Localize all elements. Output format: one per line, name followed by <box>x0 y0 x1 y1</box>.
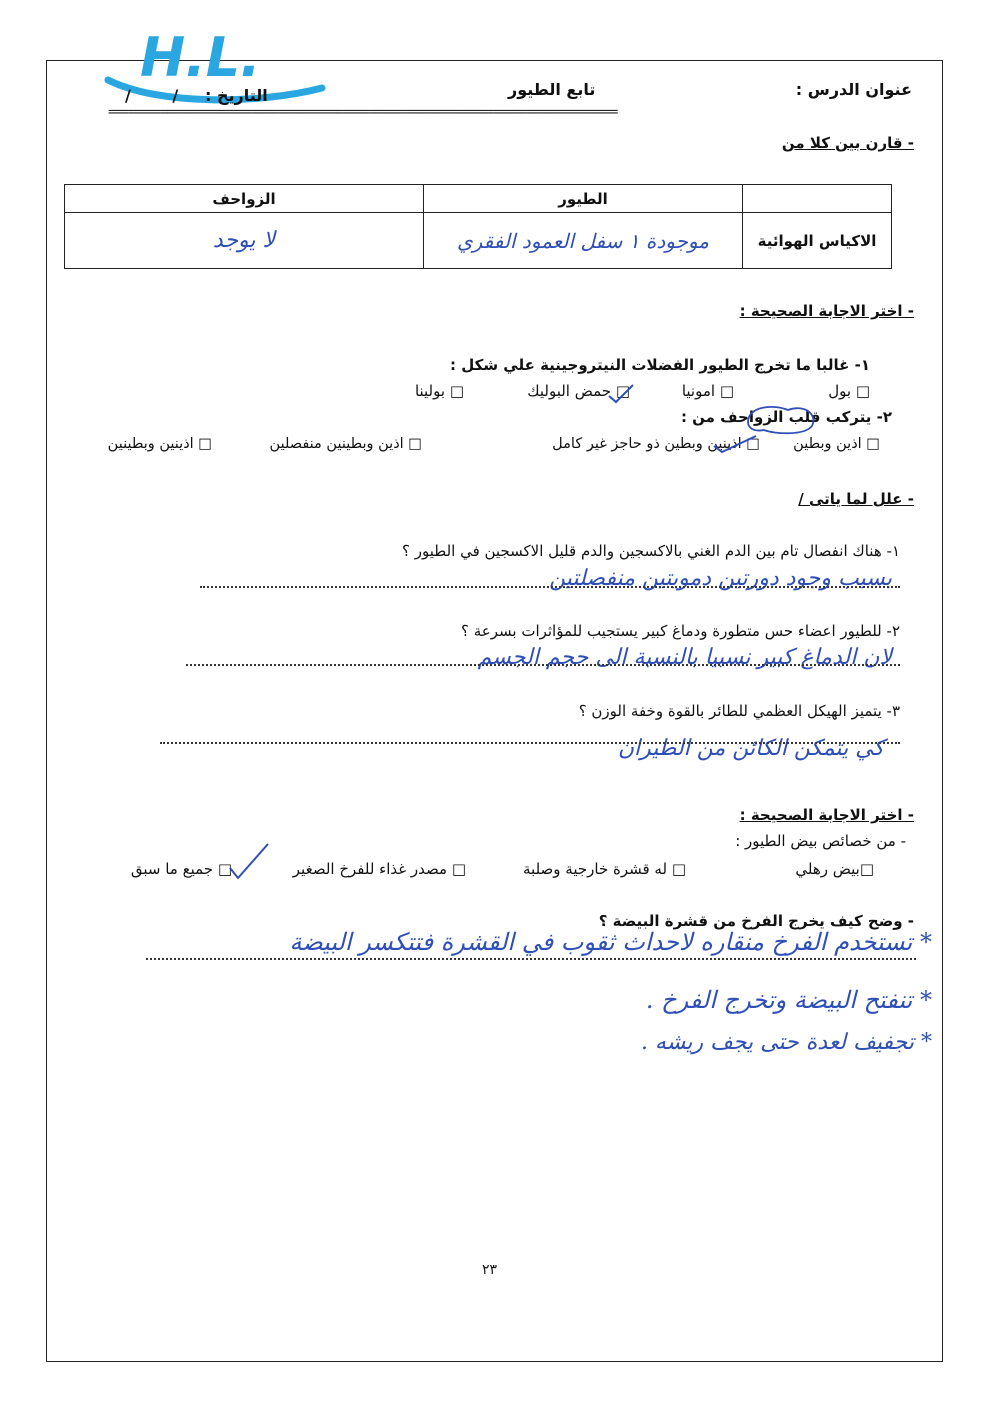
compare-table <box>64 184 892 269</box>
lesson-title: تابع الطيور <box>508 80 596 99</box>
egg-option-3[interactable]: □ مصدر غذاء للفرخ الصغير <box>292 860 466 878</box>
logo-text: H.L. <box>140 26 261 89</box>
q1-option-1[interactable]: □ بول <box>828 382 870 400</box>
q2-option-4[interactable]: □ اذينين وبطينين <box>107 436 212 452</box>
checkmark-icon <box>712 434 758 454</box>
q2-option-3[interactable]: □ اذين وبطينين منفصلين <box>269 436 422 452</box>
circle-annotation-icon <box>744 402 820 436</box>
q1-text: ١- غالبا ما تخرج الطيور الفضلات النيتروجينية علي شكل : <box>450 356 870 374</box>
describe-answer-1: * تستخدم الفرخ منقاره لاحداث ثقوب في القشرة فتتكسر البيضة <box>289 928 932 956</box>
checkmark-icon <box>226 842 270 880</box>
table-header-birds: الطيور <box>424 185 743 213</box>
egg-properties-subtitle: - من خصائص بيض الطيور : <box>735 832 906 850</box>
reptiles-answer: لا يوجد <box>65 213 424 269</box>
q2-text: ٢- يتركب قلب الزواحف من : <box>680 408 892 426</box>
answer-line-3 <box>160 740 900 744</box>
explain-section-title: - علل لما ياتى / <box>798 490 914 508</box>
egg-option-1[interactable]: □بيض رهلي <box>795 860 874 878</box>
lesson-title-label: عنوان الدرس : <box>795 80 912 99</box>
describe-answer-2: * تنفتح البيضة وتخرج الفرخ . <box>645 986 932 1014</box>
date-value: / / <box>125 86 197 105</box>
checkmark-icon <box>607 382 635 404</box>
date-label: التاريخ : <box>205 86 268 105</box>
describe-answer-3: * تجفيف لعدة حتى يجف ريشه . <box>640 1030 932 1055</box>
describe-section-title: - وضح كيف يخرج الفرخ من قشرة البيضة ؟ <box>598 912 914 930</box>
q2-option-2[interactable]: □ اذينين وبطين ذو حاجز غير كامل <box>552 436 760 452</box>
explain-q3-text: ٣- يتميز الهيكل العظمي للطائر بالقوة وخفة الوزن ؟ <box>578 702 900 720</box>
explain-q1-answer: بسبب وجود دورتين دمويتين منفصلتين <box>549 566 892 591</box>
answer-line-4 <box>146 956 916 960</box>
explain-q2-text: ٢- للطيور اعضاء حس متطورة ودماغ كبير يستجيب للمؤاثرات بسرعة ؟ <box>461 622 900 640</box>
answer-line-1 <box>200 584 900 588</box>
egg-option-4[interactable]: □ جميع ما سبق <box>130 860 232 878</box>
q1-option-2[interactable]: □ امونيا <box>681 382 734 400</box>
q1-option-3[interactable]: □ حمض البوليك <box>527 382 630 400</box>
page-number: ٢٣ <box>482 1262 498 1278</box>
q1-option-4[interactable]: □ بولينا <box>414 382 464 400</box>
egg-option-2[interactable]: □ له قشرة خارجية وصلبة <box>523 860 686 878</box>
birds-answer: موجودة ١ سفل العمود الفقري <box>424 213 743 269</box>
choose-section-title-2: - اختر الاجابة الصحيحة : <box>739 806 914 824</box>
table-header-empty <box>743 185 892 213</box>
q2-option-1[interactable]: □ اذين وبطين <box>793 436 880 452</box>
table-row-label-air-sacs: الاكياس الهوائية <box>743 213 892 269</box>
header-separator: ============================================================================== <box>108 108 618 120</box>
explain-q1-text: ١- هناك انفصال تام بين الدم الغني بالاكسجين والدم قليل الاكسجين في الطيور ؟ <box>402 542 900 560</box>
choose-section-title-1: - اختر الاجابة الصحيحة : <box>739 302 914 320</box>
answer-line-2 <box>186 662 900 666</box>
explain-q3-answer: كي يتمكن الكائن من الطيران <box>617 736 884 761</box>
compare-section-title: - قارن بين كلا من <box>781 134 914 152</box>
table-header-reptiles: الزواحف <box>65 185 424 213</box>
explain-q2-answer: لان الدماغ كبير نسبيا بالنسبة الى حجم الجسم <box>477 645 892 670</box>
